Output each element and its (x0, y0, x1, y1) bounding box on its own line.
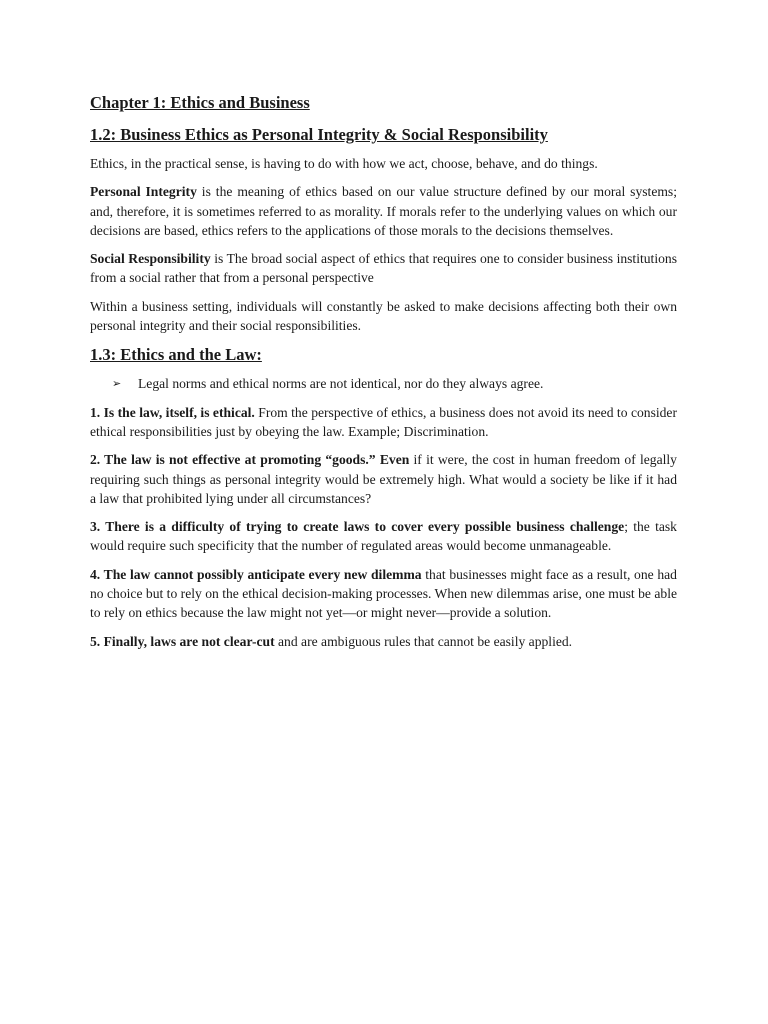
point-text-1: From the perspective of ethics, a business does not avoid its need to consider ethical responsibilities just by obeying the law. Example; Discrimination. (90, 404, 677, 439)
point-paragraph-3 (90, 517, 677, 556)
document-page (90, 92, 677, 660)
section-heading-1-2: 1.2: Business Ethics as Personal Integrity & Social Responsibility (90, 125, 548, 144)
point-paragraph-2 (90, 450, 677, 508)
bullet-list (90, 374, 677, 393)
point-text-3: ; the task would require such specificity that the number of regulated areas would become unmanageable. (90, 519, 677, 554)
point-lead-5: 5. Finally, laws are not clear-cut (90, 633, 275, 649)
intro-paragraph: Ethics, in the practical sense, is having to do with how we act, choose, behave, and do things. (90, 156, 598, 171)
social-responsibility-paragraph (90, 249, 677, 288)
personal-integrity-paragraph (90, 182, 677, 240)
list-item (112, 374, 677, 393)
point-text-4: that businesses might face as a result, one had no choice but to rely on the ethical decision-making processes. When new dilemmas arise, one must be able to rely on ethics because the law might not yet—or might never—provide a solution. (90, 566, 677, 621)
social-responsibility-term: Social Responsibility (90, 251, 211, 267)
section-heading-1-3: 1.3: Ethics and the Law: (90, 345, 262, 365)
personal-integrity-term: Personal Integrity (90, 184, 197, 200)
point-lead-3: 3. There is a difficulty of trying to create laws to cover every possible business challenge (90, 519, 625, 535)
point-paragraph-5 (90, 632, 677, 651)
point-text-5: and are ambiguous rules that cannot be easily applied. (274, 633, 573, 649)
point-lead-1: 1. Is the law, itself, is ethical. (90, 404, 255, 420)
point-paragraph-4 (90, 565, 677, 623)
arrowhead-bullet-icon: ➢ (112, 377, 122, 391)
social-responsibility-text: is The broad social aspect of ethics that requires one to consider business institutions from a social rather that from a personal perspective (90, 251, 677, 286)
point-lead-2: 2. The law is not effective at promoting “goods.” Even (90, 452, 410, 468)
bullet-text: Legal norms and ethical norms are not identical, nor do they always agree. (138, 376, 544, 392)
point-lead-4: 4. The law cannot possibly anticipate every new dilemma (90, 566, 422, 582)
point-text-2: if it were, the cost in human freedom of legally requiring such things as personal integrity would be extremely high. What would a society be like if it had a law that prohibited lying under all circumstances? (90, 452, 677, 506)
personal-integrity-text: is the meaning of ethics based on our value structure defined by our moral systems; and, therefore, it is sometimes referred to as morality. If morals refer to the underlying values on which our decisions are based, ethics refers to the applications of those morals to the decisions themselves. (90, 184, 677, 238)
closing-paragraph: Within a business setting, individuals will constantly be asked to make decisions affecting both their own personal integrity and their social responsibilities. (90, 298, 677, 334)
chapter-title: Chapter 1: Ethics and Business (90, 93, 310, 112)
point-paragraph-1 (90, 403, 677, 442)
